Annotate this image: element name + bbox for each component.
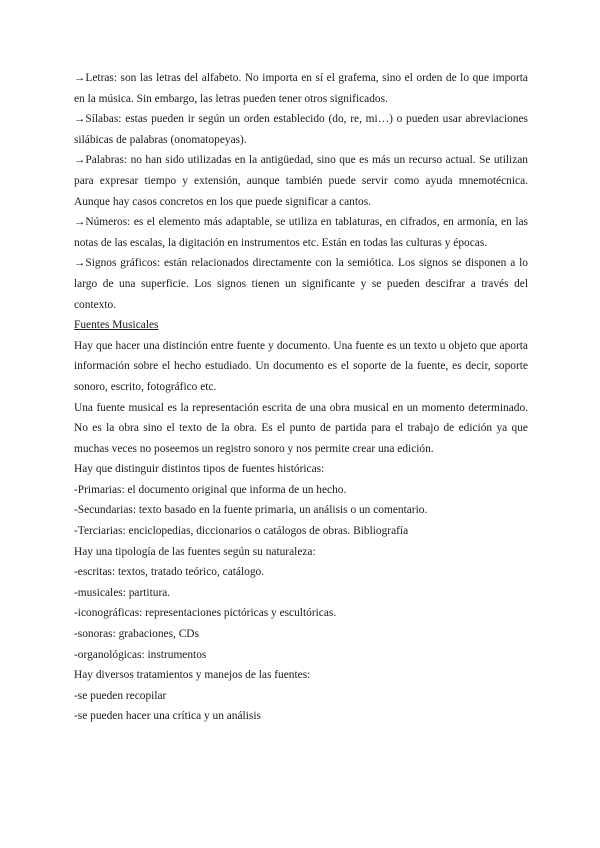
treatments-intro: Hay diversos tratamientos y manejos de las fuentes: xyxy=(74,669,311,682)
paragraph-fuente-documento: Hay que hacer una distinción entre fuente y documento. Una fuente es un texto u objeto que aporta información sobre el hecho estudiado. Un documento es el soporte de la fuente, es decir, soporte sonoro, escrito, fotográfico etc. xyxy=(74,339,528,393)
list-item-organologicas: -organológicas: instrumentos xyxy=(74,648,207,661)
list-item-escritas: -escritas: textos, tratado teórico, catálogo. xyxy=(74,566,265,579)
list-item-secundarias: -Secundarias: texto basado en la fuente primaria, un análisis o un comentario. xyxy=(74,504,428,517)
paragraph-letras: →Letras: son las letras del alfabeto. No importa en sí el grafema, sino el orden de lo que importa en la música. Sin embargo, las letras pueden tener otros significados. xyxy=(74,72,528,105)
list-item-sonoras: -sonoras: grabaciones, CDs xyxy=(74,628,199,641)
section-heading-container xyxy=(74,315,528,336)
list-item-iconograficas: -iconográficas: representaciones pictóricas y escultóricas. xyxy=(74,607,337,620)
paragraph-numeros: →Números: es el elemento más adaptable, se utiliza en tablaturas, en cifrados, en armonía, en las notas de las escalas, la digitación en instrumentos etc. Están en todas las culturas y épocas. xyxy=(74,216,528,249)
historical-sources-intro: Hay que distinguir distintos tipos de fuentes históricas: xyxy=(74,463,325,476)
section-heading: Fuentes Musicales xyxy=(74,319,159,332)
document-body xyxy=(74,68,528,727)
paragraph-signos-graficos: →Signos gráficos: están relacionados directamente con la semiótica. Los signos se disponen a lo largo de una superficie. Los signos tienen un significante y se pueden descifrar a través del contexto. xyxy=(74,257,528,311)
paragraph-fuente-musical: Una fuente musical es la representación escrita de una obra musical en un momento determinado. No es la obra sino el texto de la obra. Es el punto de partida para el trabajo de edición ya que muchas veces no poseemos un registro sonoro y nos permite crear una edición. xyxy=(74,401,528,455)
paragraph-silabas: →Sílabas: estas pueden ir según un orden establecido (do, re, mi…) o pueden usar abreviaciones silábicas de palabras (onomatopeyas). xyxy=(74,113,528,146)
list-item-terciarias: -Terciarias: enciclopedias, diccionarios o catálogos de obras. Bibliografía xyxy=(74,525,409,538)
list-item-musicales: -musicales: partitura. xyxy=(74,586,171,599)
list-item-recopilar: -se pueden recopilar xyxy=(74,689,167,702)
nature-types-intro: Hay una tipología de las fuentes según su naturaleza: xyxy=(74,545,316,558)
list-item-critica-analisis: -se pueden hacer una crítica y un análisis xyxy=(74,710,261,723)
paragraph-palabras: →Palabras: no han sido utilizadas en la antigüedad, sino que es más un recurso actual. Se utilizan para expresar tiempo y extensión, aunque también puede servir como ayuda mnemotécnica. Aunque hay casos concretos en los que puede significar a cantos. xyxy=(74,154,528,208)
list-item-primarias: -Primarias: el documento original que informa de un hecho. xyxy=(74,483,347,496)
